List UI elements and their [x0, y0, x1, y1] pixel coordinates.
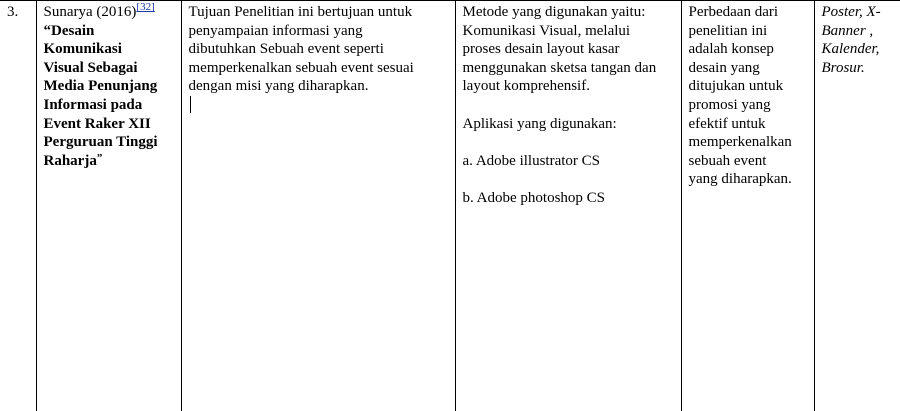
title-open-quote: “ [44, 23, 52, 39]
tujuan-line: penyampaian informasi yang [189, 23, 363, 39]
media-line: Brosur. [822, 60, 865, 76]
title-close-quote: ” [97, 152, 103, 164]
perbedaan-line: efektif untuk [689, 116, 766, 132]
title-line: Perguruan Tinggi [44, 134, 158, 150]
metode-line: Komunikasi Visual, melalui [463, 23, 631, 39]
metode-line: proses desain layout kasar [463, 41, 620, 57]
author-name-year: Sunarya (2016) [44, 4, 137, 20]
perbedaan-line: desain yang [689, 60, 760, 76]
perbedaan-line: yang diharapkan. [689, 171, 792, 187]
title-line: Desain [51, 23, 94, 39]
tujuan-line: Tujuan Penelitian ini bertujuan untuk [189, 4, 413, 20]
app-item: b. Adobe photoshop CS [463, 190, 606, 206]
title-line: Event Raker XII [44, 116, 151, 132]
perbedaan-line: ditujukan untuk [689, 78, 784, 94]
metode-line: menggunakan sketsa tangan dan [463, 60, 657, 76]
title-line: Komunikasi [44, 41, 122, 57]
media-line: Kalender, [822, 41, 880, 57]
title-line: Media Penunjang [44, 78, 158, 94]
apps-heading: Aplikasi yang digunakan: [463, 116, 617, 132]
tujuan-line: dibutuhkan Sebuah event seperti [189, 41, 384, 57]
tujuan-cell[interactable] [181, 1, 455, 411]
app-item: a. Adobe illustrator CS [463, 153, 601, 169]
reference-link[interactable]: [32] [136, 1, 154, 13]
title-line: Informasi pada [44, 97, 143, 113]
perbedaan-line: penelitian ini [689, 23, 768, 39]
tujuan-line: dengan misi yang diharapkan. [189, 78, 369, 94]
text-cursor [190, 96, 191, 113]
media-line: Banner , [822, 23, 874, 39]
perbedaan-line: Perbedaan dari [689, 4, 779, 20]
perbedaan-line: memperkenalkan [689, 134, 792, 150]
title-line: Visual Sebagai [44, 60, 138, 76]
perbedaan-line: adalah konsep [689, 41, 774, 57]
metode-line: Metode yang digunakan yaitu: [463, 4, 646, 20]
metode-cell [455, 1, 681, 411]
row-number-cell [0, 1, 36, 411]
perbedaan-line: promosi yang [689, 97, 771, 113]
table-row [0, 1, 900, 411]
media-cell [814, 1, 900, 411]
title-line: Raharja [44, 153, 97, 169]
media-line: Poster, X- [822, 4, 881, 20]
tujuan-line: memperkenalkan sebuah event sesuai [189, 60, 414, 76]
metode-line: layout komprehensif. [463, 78, 590, 94]
perbedaan-line: sebuah event [689, 153, 767, 169]
row-number: 3. [7, 4, 18, 20]
research-title [44, 22, 177, 171]
author-cell [36, 1, 181, 411]
perbedaan-cell [681, 1, 814, 411]
